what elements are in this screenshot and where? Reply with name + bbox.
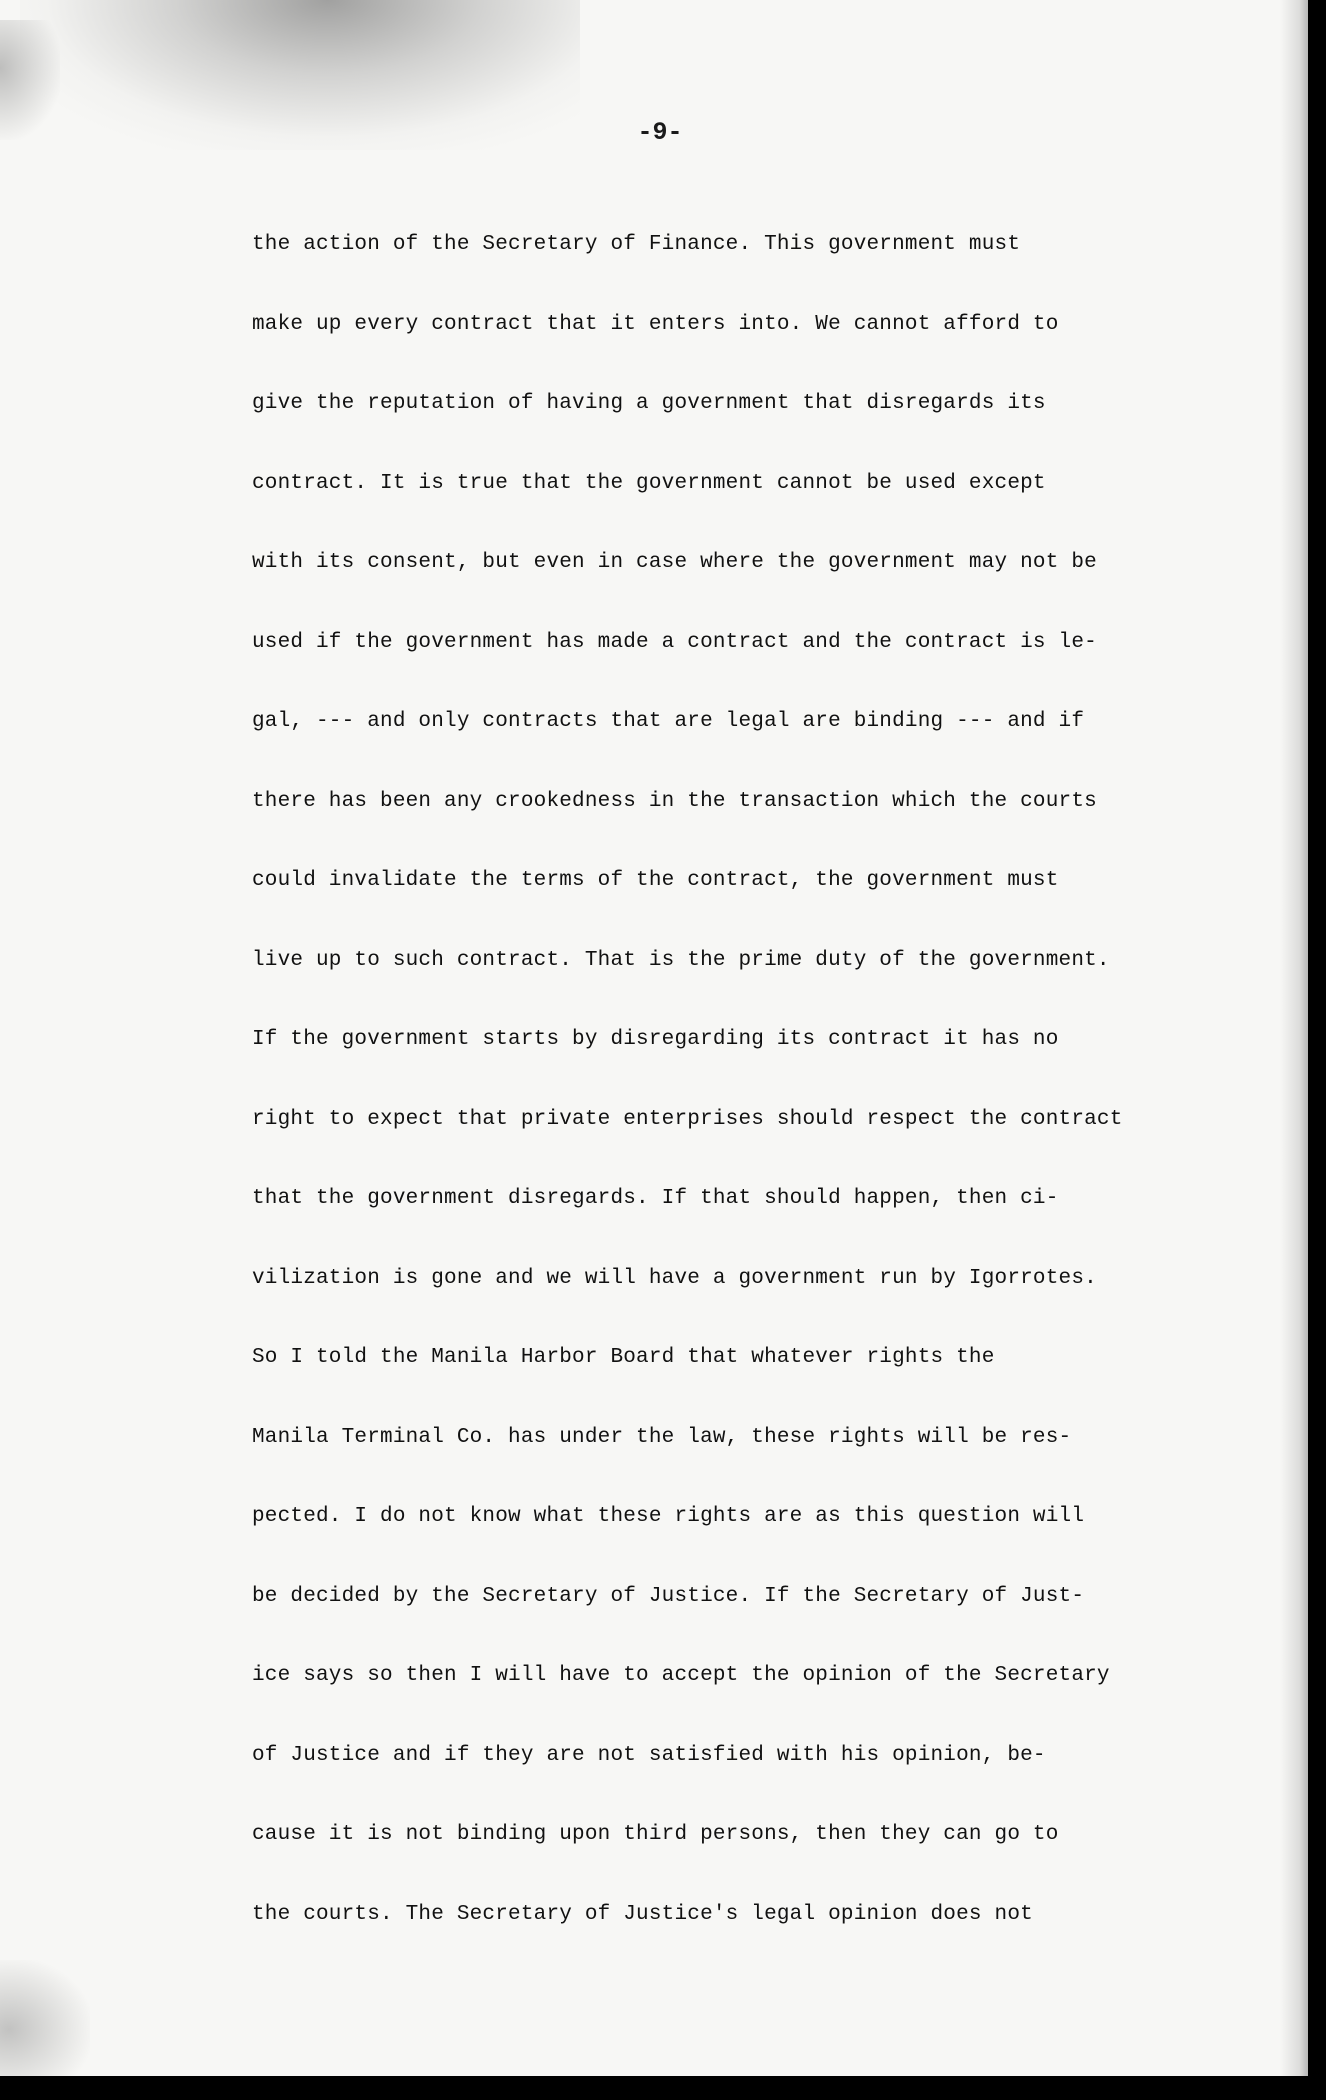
- text-line: If the government starts by disregarding its contract it has no: [252, 1028, 1059, 1051]
- text-line: the courts. The Secretary of Justice's legal opinion does not: [252, 1902, 1033, 1926]
- page-number: -9-: [637, 118, 683, 147]
- text-line: right to expect that private enterprises should respect the contract: [252, 1107, 1123, 1131]
- text-line: Manila Terminal Co. has under the law, these rights will be res-: [252, 1425, 1072, 1449]
- text-line: give the reputation of having a government that disregards its: [252, 392, 1046, 415]
- text-line: pected. I do not know what these rights are as this question will: [252, 1505, 1085, 1528]
- text-line: be decided by the Secretary of Justice. If the Secretary of Just-: [252, 1584, 1085, 1608]
- text-line: live up to such contract. That is the prime duty of the government.: [252, 948, 1110, 972]
- text-line: there has been any crookedness in the transaction which the courts: [252, 789, 1097, 813]
- scan-edge-right: [1280, 0, 1308, 2076]
- text-line: ice says so then I will have to accept the opinion of the Secretary: [252, 1664, 1110, 1687]
- scan-smudge-left: [0, 20, 60, 140]
- text-line: that the government disregards. If that should happen, then ci-: [252, 1187, 1059, 1210]
- text-line: contract. It is true that the government cannot be used except: [252, 471, 1046, 495]
- text-line: of Justice and if they are not satisfied with his opinion, be-: [252, 1743, 1046, 1767]
- text-line: with its consent, but even in case where the government may not be: [252, 551, 1097, 574]
- text-line: make up every contract that it enters into. We cannot afford to: [252, 312, 1059, 336]
- text-line: could invalidate the terms of the contract, the government must: [252, 869, 1059, 892]
- scan-smudge-bottom: [0, 1960, 90, 2076]
- text-line: So I told the Manila Harbor Board that whatever rights the: [252, 1346, 995, 1369]
- text-line: vilization is gone and we will have a government run by Igorrotes.: [252, 1266, 1097, 1290]
- text-line: cause it is not binding upon third persons, then they can go to: [252, 1823, 1059, 1846]
- text-line: used if the government has made a contract and the contract is le-: [252, 630, 1097, 654]
- body-text: [252, 225, 1172, 1974]
- scan-smudge-top: [20, 0, 580, 150]
- text-line: gal, --- and only contracts that are legal are binding --- and if: [252, 710, 1085, 733]
- text-line: the action of the Secretary of Finance. This government must: [252, 233, 1021, 256]
